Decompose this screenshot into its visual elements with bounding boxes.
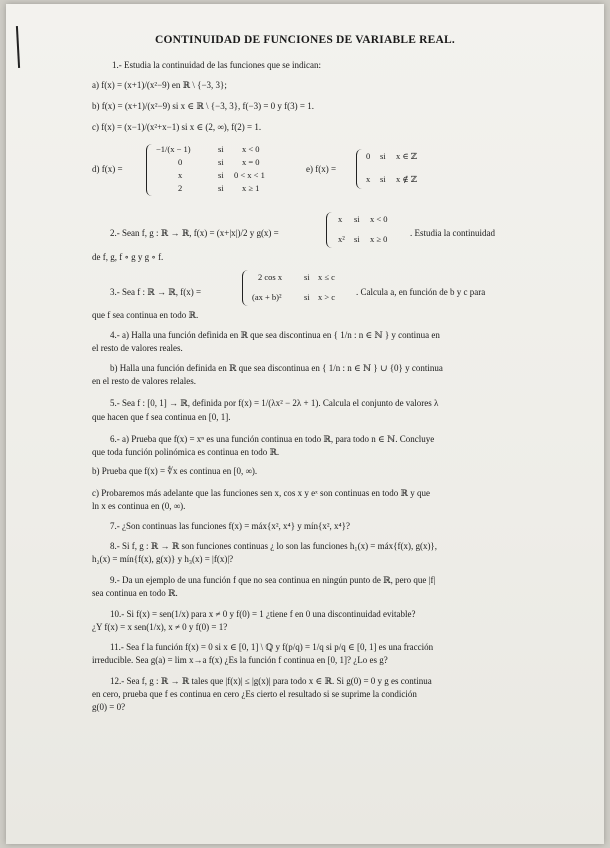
ex1-e-label: e) f(x) = — [306, 164, 337, 174]
ex9-line1: 9.- Da un ejemplo de una función f que no sea continua en ningún punto de ℝ, pero que |f| — [110, 575, 436, 585]
ex1-e-cases — [356, 149, 436, 189]
ex11-line2: irreducible. Sea g(a) = lim x→a f(x) ¿Es la función f continua en [0, 1]? ¿Lo es g? — [92, 655, 388, 665]
ex4-b1: b) Halla una función definida en ℝ que sea discontinua en { 1/n : n ∈ ℕ } ∪ {0} y continua — [110, 363, 443, 373]
case-value: (ax + b)² — [252, 292, 282, 302]
case-cond: x < 0 — [242, 144, 260, 154]
case-si: si — [354, 214, 360, 224]
ex12-line3: g(0) = 0? — [92, 702, 126, 712]
case-cond: x < 0 — [370, 214, 388, 224]
ex2-cases — [326, 212, 406, 248]
ex12-line2: en cero, prueba que f es continua en cero ¿Es cierto el resultado si se suprime la condición — [92, 689, 417, 699]
ex2-text2: . Estudia la continuidad — [410, 228, 495, 238]
ex6-b: b) Prueba que f(x) = ∜x es continua en [0, ∞). — [92, 466, 258, 476]
ex10-line1: 10.- Si f(x) = sen(1/x) para x ≠ 0 y f(0) = 1 ¿tiene f en 0 una discontinuidad evitable? — [110, 609, 416, 619]
ex1-intro: 1.- Estudia la continuidad de las funciones que se indican: — [112, 60, 321, 70]
case-si: si — [380, 174, 386, 184]
ex1-a: a) f(x) = (x+1)/(x²−9) en ℝ \ {−3, 3}; — [92, 80, 227, 90]
case-value: x² — [338, 234, 345, 244]
ex4-a2: el resto de valores reales. — [92, 343, 183, 353]
case-value: 0 — [366, 151, 371, 161]
case-cond: x ≥ 0 — [370, 234, 388, 244]
case-cond: x ≤ c — [318, 272, 335, 282]
ex4-b2: en el resto de valores relales. — [92, 376, 196, 386]
case-si: si — [304, 292, 310, 302]
worksheet-page — [6, 4, 604, 844]
case-cond: x > c — [318, 292, 336, 302]
case-value: 2 cos x — [258, 272, 283, 282]
ex10-line2: ¿Y f(x) = x sen(1/x), x ≠ 0 y f(0) = 1? — [92, 622, 228, 632]
case-cond: x ∉ ℤ — [396, 174, 417, 184]
ex3-text3: que f sea continua en todo ℝ. — [92, 310, 199, 320]
ex6-a2: que toda función polinómica es continua en todo ℝ. — [92, 447, 280, 457]
case-value: x — [178, 170, 183, 180]
ex8-line2: h₂(x) = mín{f(x), g(x)} y h₃(x) = |f(x)|? — [92, 554, 234, 564]
case-si: si — [354, 234, 360, 244]
ex12-line1: 12.- Sea f, g : ℝ → ℝ tales que |f(x)| ≤ |g(x)| para todo x ∈ ℝ. Si g(0) = 0 y g es continua — [110, 676, 432, 686]
margin-pen-mark — [16, 26, 20, 68]
brace-icon — [146, 144, 153, 196]
ex2-text1: 2.- Sean f, g : ℝ → ℝ, f(x) = (x+|x|)/2 y g(x) = — [110, 228, 279, 238]
ex1-d-cases — [146, 144, 286, 196]
ex3-cases — [242, 270, 352, 306]
case-si: si — [218, 170, 224, 180]
ex1-c: c) f(x) = (x−1)/(x²+x−1) si x ∈ (2, ∞), f(2) = 1. — [92, 122, 262, 132]
brace-icon — [356, 149, 363, 189]
case-cond: x ≥ 1 — [242, 183, 260, 193]
case-row: −1/(x − 1) — [156, 144, 191, 154]
brace-icon — [326, 212, 333, 248]
case-si: si — [304, 272, 310, 282]
ex1-d-label: d) f(x) = — [92, 164, 123, 174]
ex1-b: b) f(x) = (x+1)/(x²−9) si x ∈ ℝ \ {−3, 3}, f(−3) = 0 y f(3) = 1. — [92, 101, 314, 111]
case-value: x — [366, 174, 371, 184]
case-cond: 0 < x < 1 — [234, 170, 265, 180]
ex7-text: 7.- ¿Son continuas las funciones f(x) = máx{x², x⁴} y mín{x², x⁴}? — [110, 521, 350, 531]
case-si: si — [218, 183, 224, 193]
case-cond: x = 0 — [242, 157, 260, 167]
case-si: si — [218, 157, 224, 167]
ex6-a1: 6.- a) Prueba que f(x) = xⁿ es una función continua en todo ℝ, para todo n ∈ ℕ. Concluye — [110, 434, 435, 444]
case-si: si — [380, 151, 386, 161]
page-title: CONTINUIDAD DE FUNCIONES DE VARIABLE REAL. — [155, 34, 455, 46]
ex8-line1: 8.- Si f, g : ℝ → ℝ son funciones continuas ¿ lo son las funciones h₁(x) = máx{f(x), g(x)}, — [110, 541, 438, 551]
ex9-line2: sea continua en todo ℝ. — [92, 588, 178, 598]
ex11-line1: 11.- Sea f la función f(x) = 0 si x ∈ [0, 1] \ ℚ y f(p/q) = 1/q si p/q ∈ [0, 1] es una fracción — [110, 642, 434, 652]
ex5-text2: que hacen que f sea continua en [0, 1]. — [92, 412, 231, 422]
ex5-text1: 5.- Sea f : [0, 1] → ℝ, definida por f(x) = 1/(λx² − 2λ + 1). Calcula el conjunto de valores λ — [110, 398, 439, 408]
ex3-text1: 3.- Sea f : ℝ → ℝ, f(x) = — [110, 287, 202, 297]
ex6-c1: c) Probaremos más adelante que las funciones sen x, cos x y eˣ son continuas en todo ℝ y que — [92, 488, 430, 498]
case-value: 0 — [178, 157, 183, 167]
case-si: si — [218, 144, 224, 154]
case-value: 2 — [178, 183, 183, 193]
ex4-a1: 4.- a) Halla una función definida en ℝ que sea discontinua en { 1/n : n ∈ ℕ } y continua en — [110, 330, 440, 340]
case-cond: x ∈ ℤ — [396, 151, 417, 161]
case-value: x — [338, 214, 343, 224]
ex6-c2: ln x es continua en (0, ∞). — [92, 501, 186, 511]
brace-icon — [242, 270, 249, 306]
ex2-text3: de f, g, f ∘ g y g ∘ f. — [92, 252, 164, 262]
ex3-text2: . Calcula a, en función de b y c para — [356, 287, 486, 297]
